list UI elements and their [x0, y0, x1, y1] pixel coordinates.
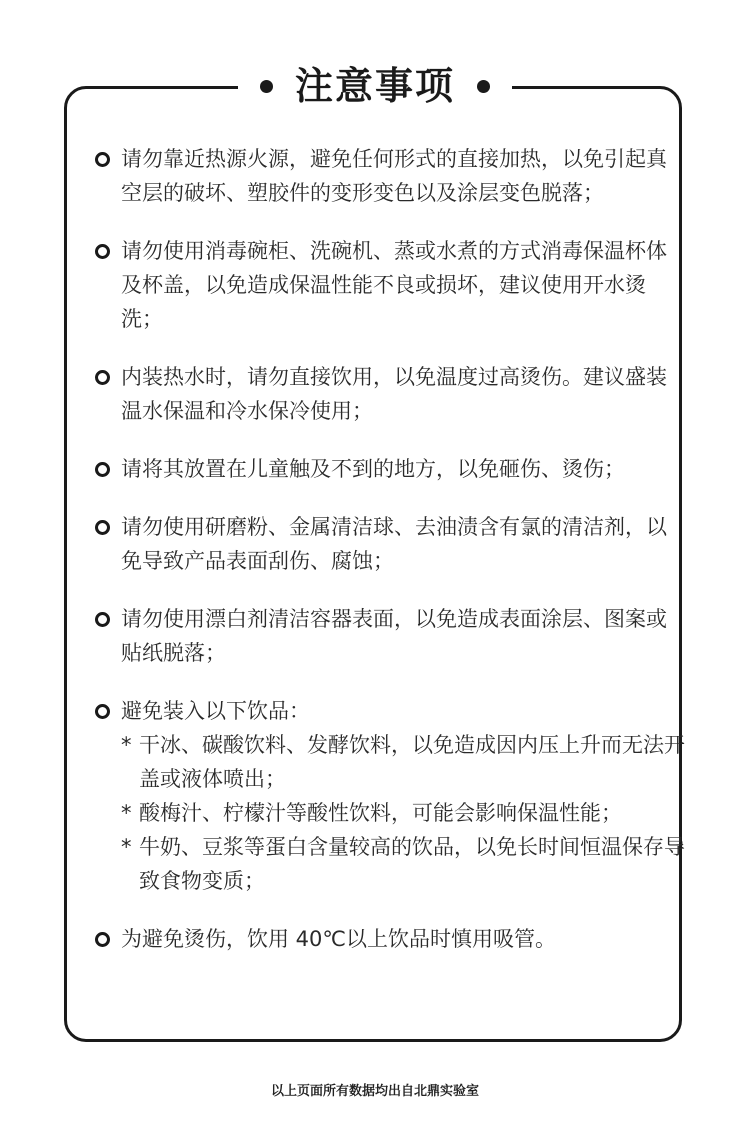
notice-item-8 [95, 922, 685, 956]
notice-item-7 [95, 694, 685, 898]
sub-item-3 [121, 830, 685, 898]
notice-text: 请勿使用消毒碗柜、洗碗机、蒸或水煮的方式消毒保温杯体及杯盖，以免造成保温性能不良或损坏，建议使用开水烫洗； [121, 239, 667, 331]
bullet-ring-icon [95, 462, 110, 477]
bullet-ring-icon [95, 370, 110, 385]
notice-item-6 [95, 602, 685, 670]
bullet-ring-icon [95, 152, 110, 167]
sub-marker: * [121, 733, 132, 757]
notice-text: 避免装入以下饮品： [121, 699, 310, 723]
bullet-ring-icon [95, 932, 110, 947]
sub-marker: * [121, 801, 132, 825]
notice-item-1 [95, 142, 685, 210]
notice-text: 为避免烫伤，饮用 40℃以上饮品时慎用吸管。 [121, 927, 556, 951]
sub-text: 酸梅汁、柠檬汁等酸性饮料，可能会影响保温性能； [139, 801, 622, 825]
sub-text: 牛奶、豆浆等蛋白含量较高的饮品，以免长时间恒温保存导致食物变质； [139, 835, 685, 893]
notice-item-4 [95, 452, 685, 486]
sub-item-1 [121, 728, 685, 796]
notice-item-2 [95, 234, 685, 336]
notice-text: 请勿使用漂白剂清洁容器表面，以免造成表面涂层、图案或贴纸脱落； [121, 607, 667, 665]
notice-list [95, 142, 685, 956]
title-bar [0, 58, 750, 114]
sub-marker: * [121, 835, 132, 859]
sub-item-2 [121, 796, 685, 830]
notice-item-3 [95, 360, 685, 428]
bullet-ring-icon [95, 612, 110, 627]
sub-text: 干冰、碳酸饮料、发酵饮料，以免造成因内压上升而无法开盖或液体喷出； [139, 733, 685, 791]
notice-item-5 [95, 510, 685, 578]
notice-text: 请勿使用研磨粉、金属清洁球、去油渍含有氯的清洁剂，以免导致产品表面刮伤、腐蚀； [121, 515, 667, 573]
page-title: 注意事项 [294, 64, 455, 108]
title-left-dot [260, 80, 273, 93]
notice-text: 请勿靠近热源火源，避免任何形式的直接加热，以免引起真空层的破坏、塑胶件的变形变色以及涂层变色脱落； [121, 147, 667, 205]
bullet-ring-icon [95, 704, 110, 719]
bullet-ring-icon [95, 520, 110, 535]
notice-text: 内装热水时，请勿直接饮用，以免温度过高烫伤。建议盛装温水保温和冷水保冷使用； [121, 365, 667, 423]
title-right-dot [477, 80, 490, 93]
notice-text: 请将其放置在儿童触及不到的地方，以免砸伤、烫伤； [121, 457, 625, 481]
footer-note: 以上页面所有数据均出自北鼎实验室 [270, 1084, 479, 1099]
bullet-ring-icon [95, 244, 110, 259]
